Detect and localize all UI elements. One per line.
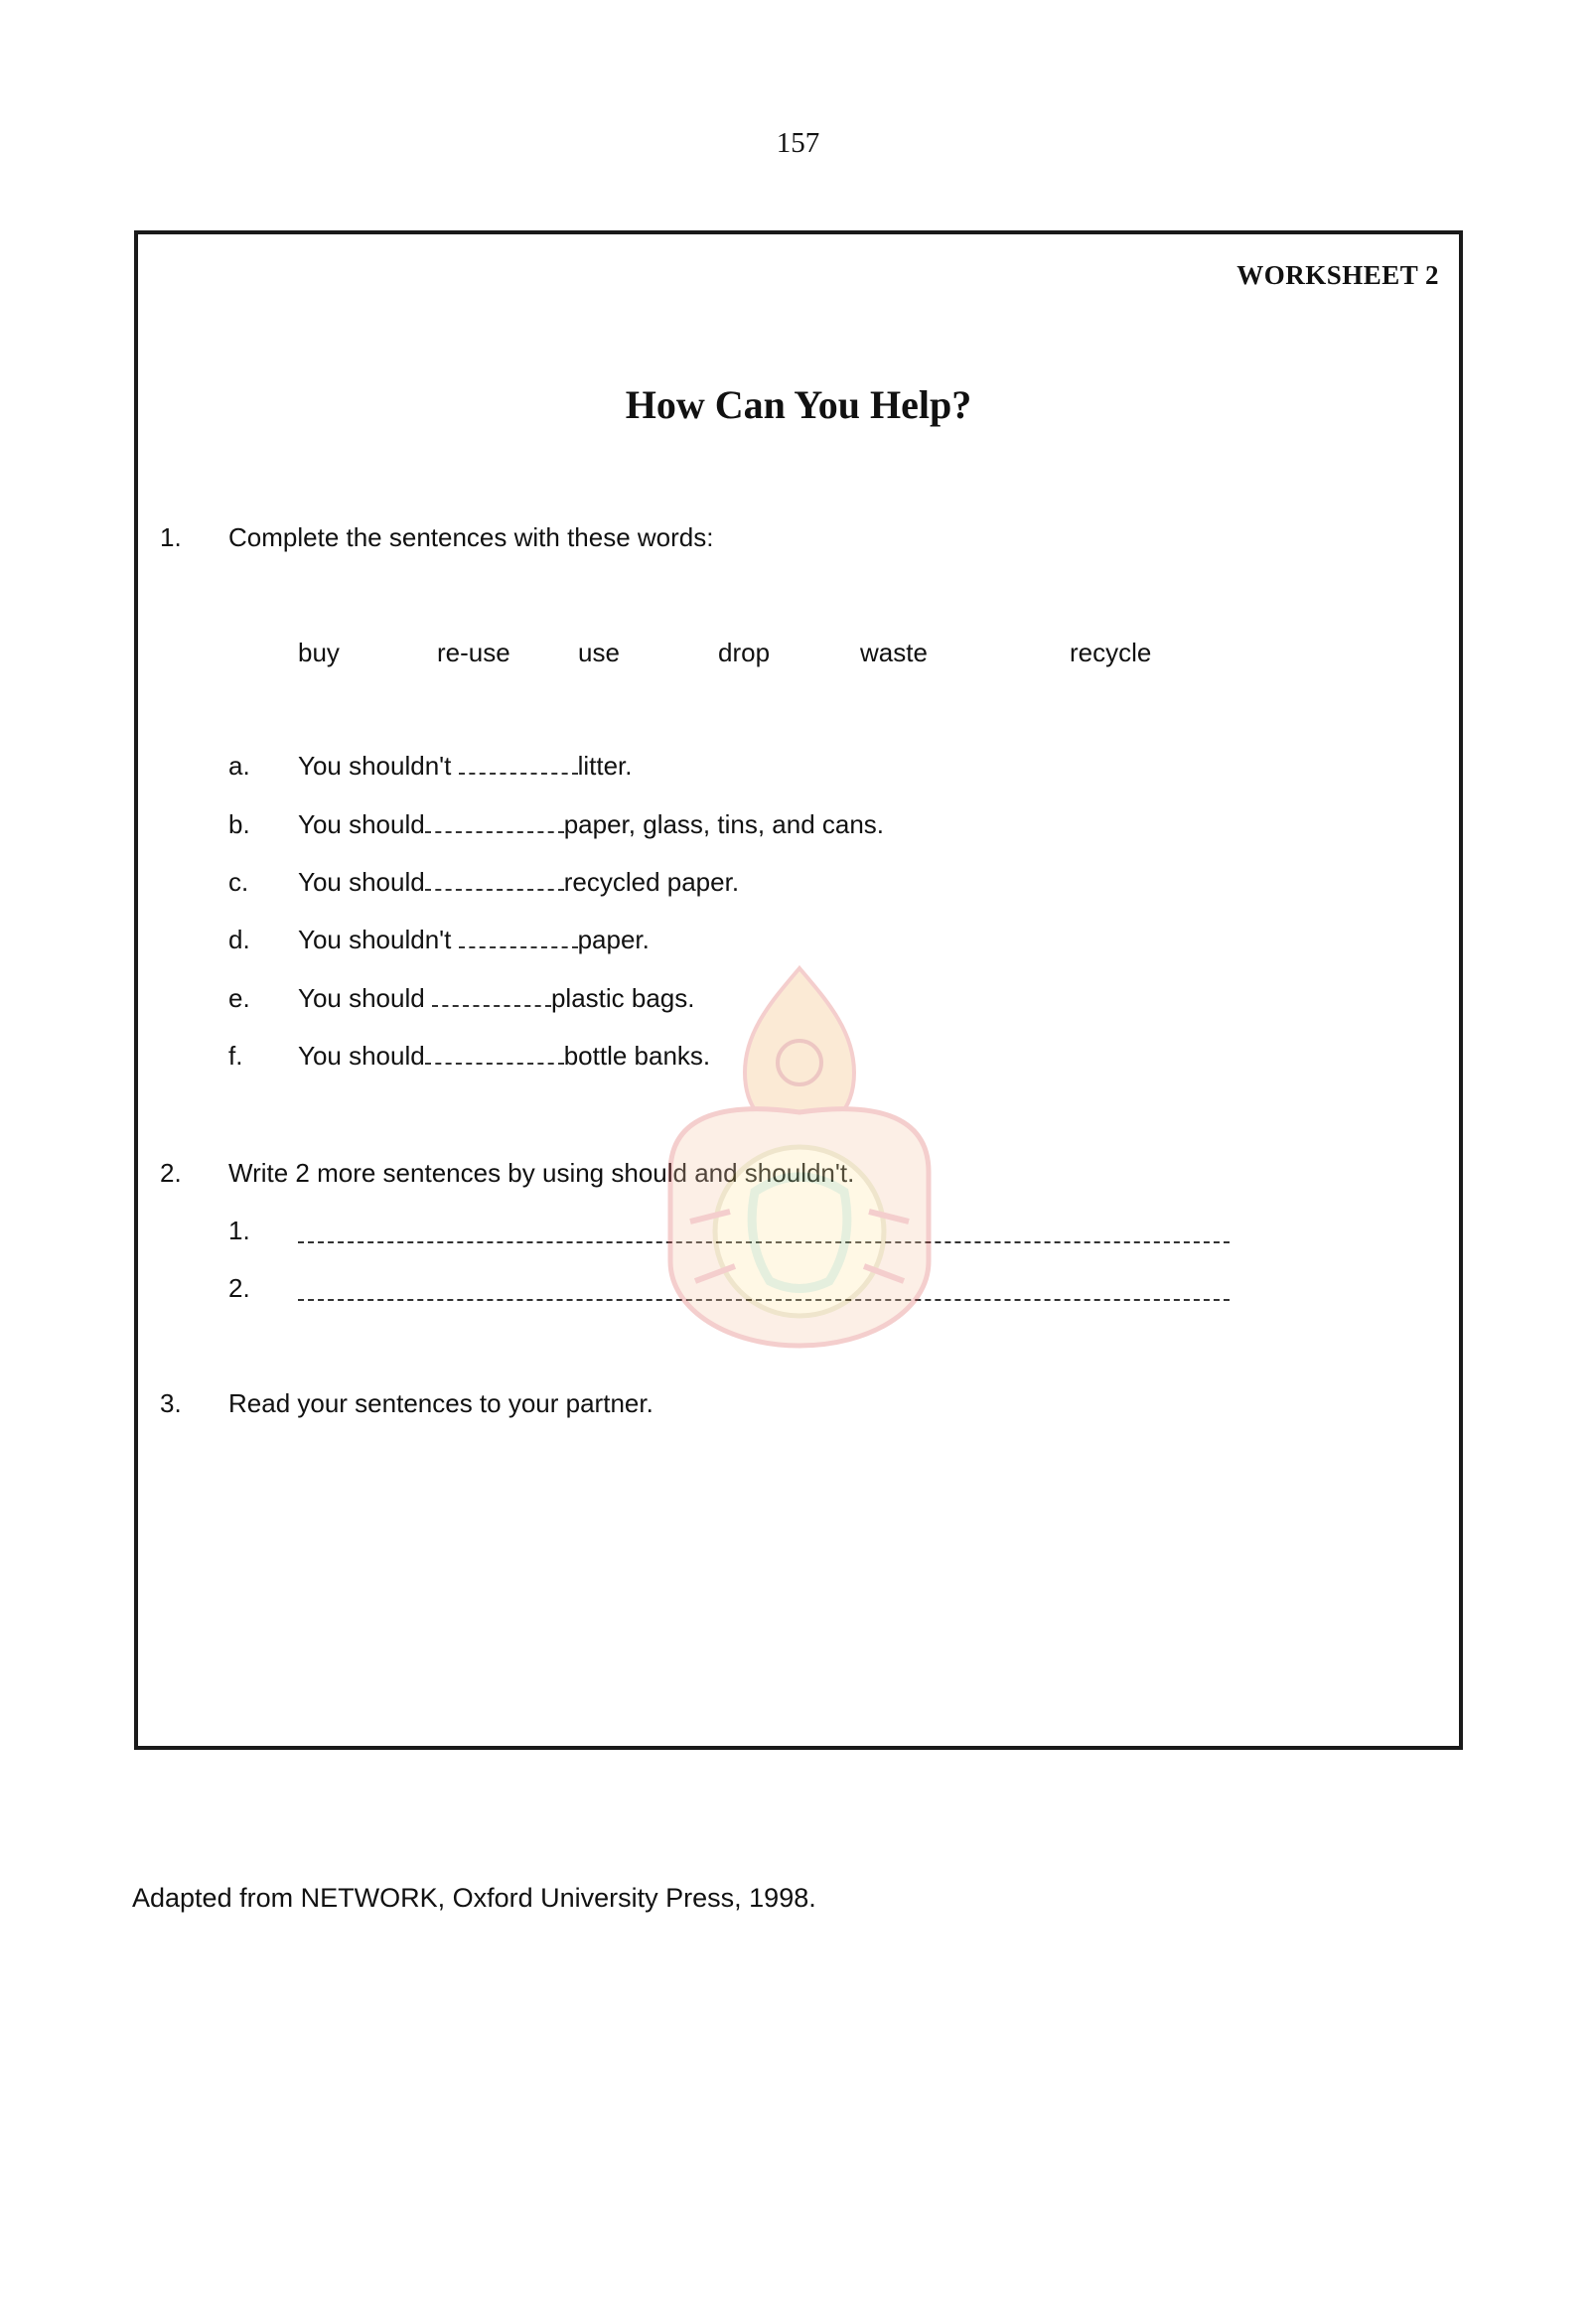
sentence-start: You should bbox=[298, 867, 425, 897]
sentence-end: paper, glass, tins, and cans. bbox=[563, 809, 885, 839]
item-sentence bbox=[298, 1041, 710, 1072]
page-number: 157 bbox=[776, 127, 820, 159]
write-line-number: 1. bbox=[228, 1216, 250, 1245]
answer-blank[interactable] bbox=[459, 753, 578, 775]
sentence-end: recycled paper. bbox=[563, 867, 740, 897]
seal-watermark-icon bbox=[651, 963, 948, 1351]
word-bank-item: re-use bbox=[437, 638, 510, 667]
item-sentence bbox=[298, 809, 884, 840]
question-2-text: Write 2 more sentences by using should and shouldn't. bbox=[228, 1158, 855, 1188]
answer-blank[interactable] bbox=[459, 927, 578, 948]
sentence-start: You should bbox=[298, 1041, 425, 1071]
sentence-end: plastic bags. bbox=[550, 983, 695, 1013]
item-sentence bbox=[298, 925, 650, 955]
word-bank-item: recycle bbox=[1070, 638, 1152, 667]
question-3-number: 3. bbox=[160, 1388, 182, 1418]
item-sentence bbox=[298, 983, 694, 1014]
item-letter: e. bbox=[228, 983, 250, 1013]
item-sentence bbox=[298, 867, 739, 898]
item-letter: a. bbox=[228, 751, 250, 781]
word-bank-item: waste bbox=[860, 638, 928, 667]
answer-blank[interactable] bbox=[425, 811, 564, 833]
item-letter: f. bbox=[228, 1041, 243, 1071]
item-letter: b. bbox=[228, 809, 250, 839]
item-letter: c. bbox=[228, 867, 249, 897]
sentence-end: paper. bbox=[577, 925, 650, 954]
answer-blank[interactable] bbox=[425, 869, 564, 891]
sentence-end: litter. bbox=[577, 751, 633, 781]
item-letter: d. bbox=[228, 925, 250, 954]
worksheet-title: How Can You Help? bbox=[625, 382, 972, 427]
sentence-start: You shouldn't bbox=[298, 925, 459, 954]
question-1-number: 1. bbox=[160, 522, 182, 552]
sentence-start: You should bbox=[298, 983, 432, 1013]
write-line-number: 2. bbox=[228, 1273, 250, 1303]
question-2-number: 2. bbox=[160, 1158, 182, 1188]
item-sentence bbox=[298, 751, 633, 782]
sentence-start: You shouldn't bbox=[298, 751, 459, 781]
sentence-start: You should bbox=[298, 809, 425, 839]
source-citation: Adapted from NETWORK, Oxford University Press, 1998. bbox=[132, 1883, 816, 1913]
answer-blank[interactable] bbox=[425, 1043, 564, 1065]
worksheet-label: WORKSHEET 2 bbox=[1236, 260, 1439, 290]
sentence-end: bottle banks. bbox=[563, 1041, 711, 1071]
word-bank-item: buy bbox=[298, 638, 340, 667]
question-3-text: Read your sentences to your partner. bbox=[228, 1388, 653, 1418]
answer-blank[interactable] bbox=[432, 985, 551, 1007]
word-bank-item: drop bbox=[718, 638, 771, 667]
question-1-text: Complete the sentences with these words: bbox=[228, 522, 714, 552]
word-bank-item: use bbox=[578, 638, 620, 667]
